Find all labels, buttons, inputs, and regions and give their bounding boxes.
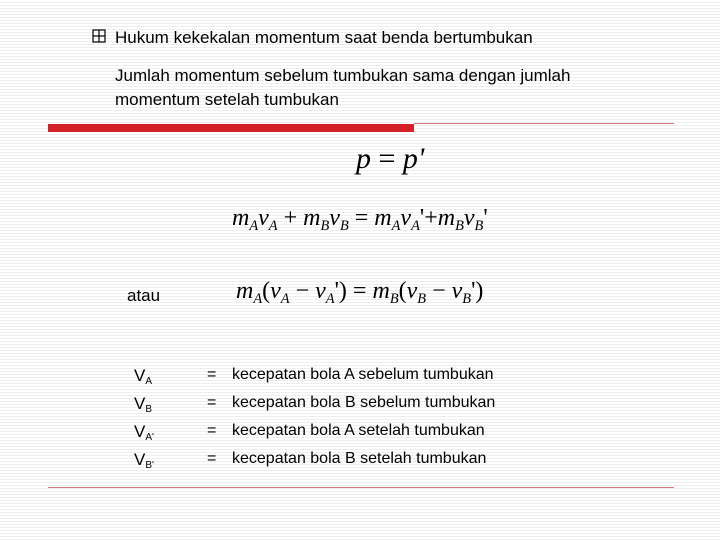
slide-paragraph: Jumlah momentum sebelum tumbukan sama dengan jumlah momentum setelah tumbukan (115, 66, 571, 109)
definition-equals: = (207, 394, 217, 411)
definition-equals: = (207, 450, 217, 467)
definition-symbol: $V_A$ (134, 366, 153, 387)
definition-symbol: $V_{A'}$ (134, 422, 154, 443)
equation-p-equals-p-prime: p = p' (356, 142, 425, 175)
definition-text: kecepatan bola B sebelum tumbukan (232, 394, 496, 411)
boxed-cross-bullet-icon (92, 29, 106, 43)
definition-text: kecepatan bola B setelah tumbukan (232, 450, 487, 467)
slide-heading: Hukum kekekalan momentum saat benda bertumbukan (115, 28, 533, 47)
equation-momentum-conservation: $m_Av_A + m_Bv_B = m_Av_A'+m_Bv_B'$ (232, 205, 488, 235)
definition-text: kecepatan bola A setelah tumbukan (232, 422, 485, 439)
thin-divider (414, 123, 674, 124)
atau-label: atau (127, 286, 161, 305)
red-divider (48, 124, 414, 132)
definition-equals: = (207, 366, 217, 383)
bottom-divider (48, 487, 674, 488)
definition-symbol: $V_B$ (134, 394, 153, 415)
definition-text: kecepatan bola A sebelum tumbukan (232, 366, 494, 383)
equation-momentum-difference: $m_A(v_A - v_A') = m_B(v_B - v_B')$ (236, 278, 484, 308)
definition-symbol: $V_{B'}$ (134, 450, 154, 471)
definition-equals: = (207, 422, 217, 439)
